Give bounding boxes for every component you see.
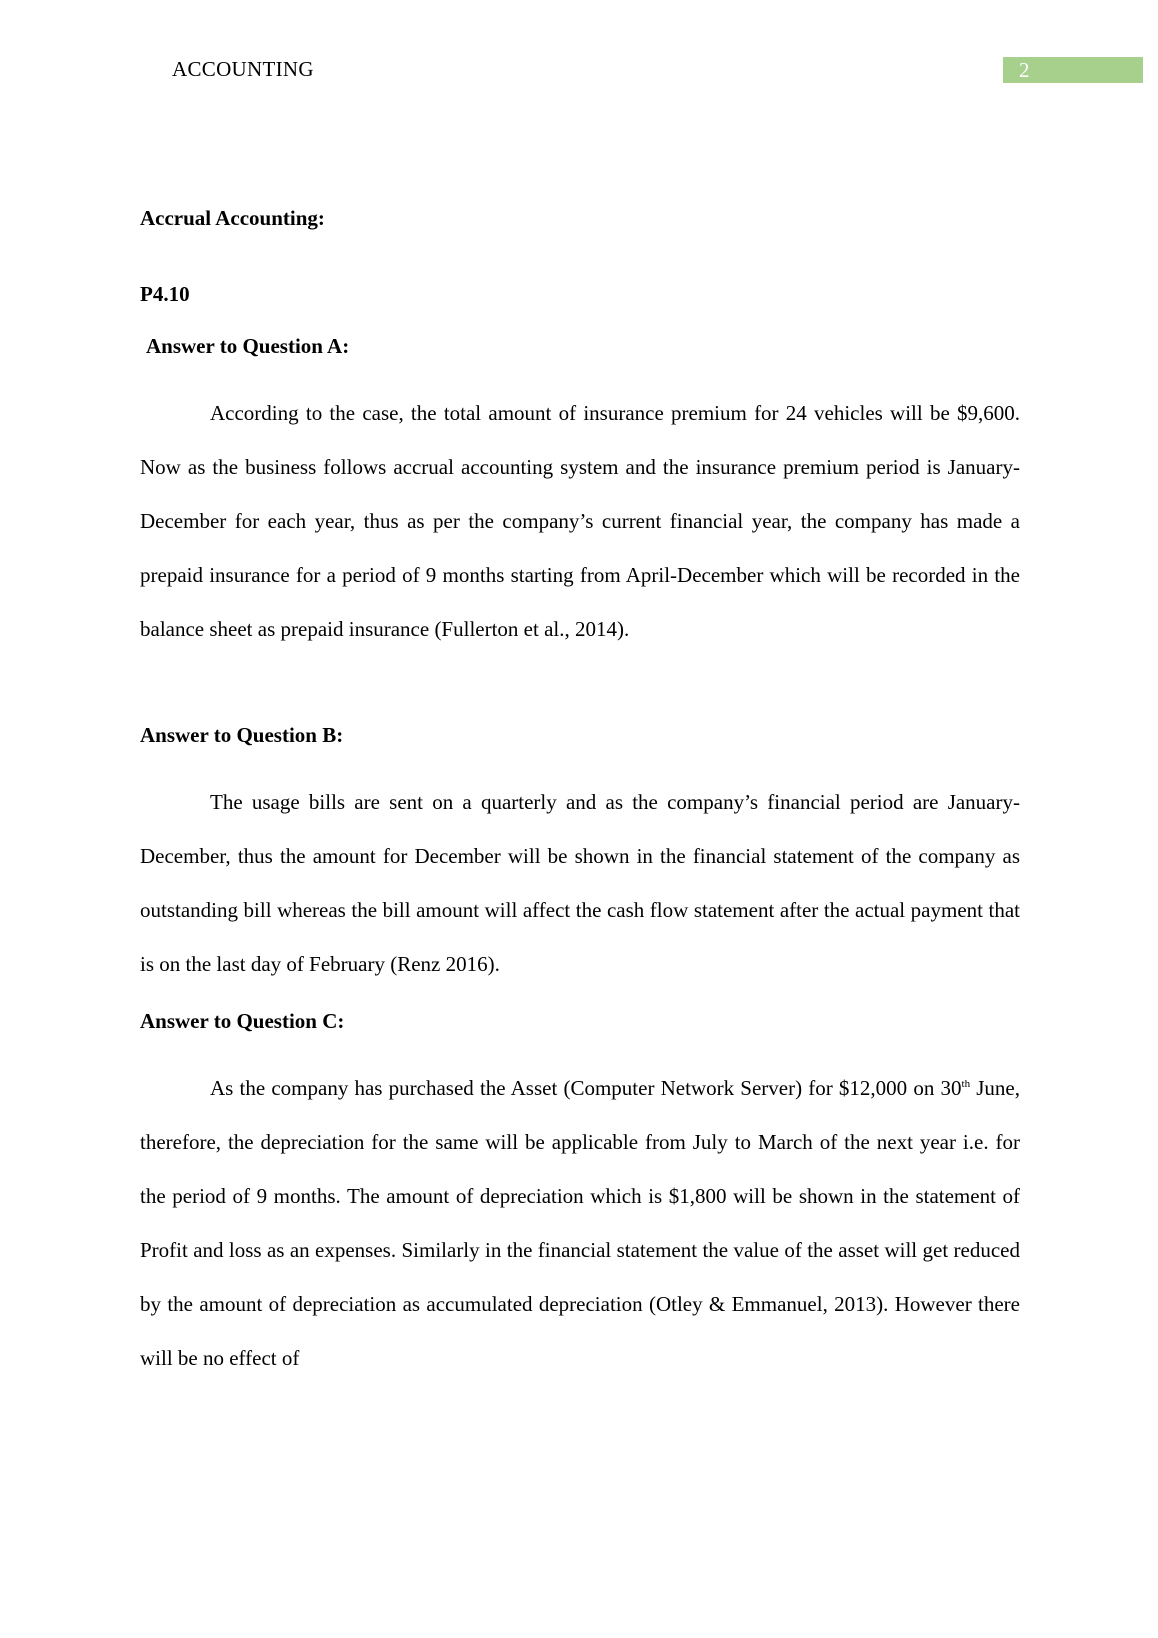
answer-c-text-end: June, therefore, the depreciation for the same will be applicable from July to March of the next year i.e. for the period of 9 months. The amount of depreciation which is $1,800 will be shown in the statement of Profit and loss as an expenses. Similarly in the financial statement the value of the asset will get reduced by the amount of depreciation as accumulated depreciation (Otley & Emmanuel, 2013). However there will be no effect of bbox=[140, 1076, 1020, 1370]
answer-b-heading: Answer to Question B: bbox=[140, 723, 344, 747]
page-number-box bbox=[1003, 57, 1143, 83]
page-number: 2 bbox=[1019, 58, 1030, 82]
answer-c-paragraph bbox=[140, 1061, 1020, 1385]
answer-c-heading: Answer to Question C: bbox=[140, 1009, 345, 1033]
answer-b-paragraph: The usage bills are sent on a quarterly and as the company’s financial period are January-December, thus the amount for December will be shown in the financial statement of the company as outstanding bill whereas the bill amount will affect the cash flow statement after the actual payment that is on the last day of February (Renz 2016). bbox=[140, 790, 1020, 976]
answer-a-heading: Answer to Question A: bbox=[146, 334, 350, 358]
ordinal-suffix: th bbox=[961, 1078, 971, 1090]
running-head: ACCOUNTING bbox=[172, 57, 314, 81]
problem-id: P4.10 bbox=[140, 282, 190, 306]
section-title: Accrual Accounting: bbox=[140, 206, 325, 230]
answer-a-paragraph: According to the case, the total amount of insurance premium for 24 vehicles will be $9,600. Now as the business follows accrual accounting system and the insurance premium period is January-December for each year, thus as per the company’s current financial year, the company has made a prepaid insurance for a period of 9 months starting from April-December which will be recorded in the balance sheet as prepaid insurance (Fullerton et al., 2014). bbox=[140, 401, 1020, 641]
answer-c-text-start: As the company has purchased the Asset (Computer Network Server) for $12,000 on 30 bbox=[210, 1076, 962, 1100]
